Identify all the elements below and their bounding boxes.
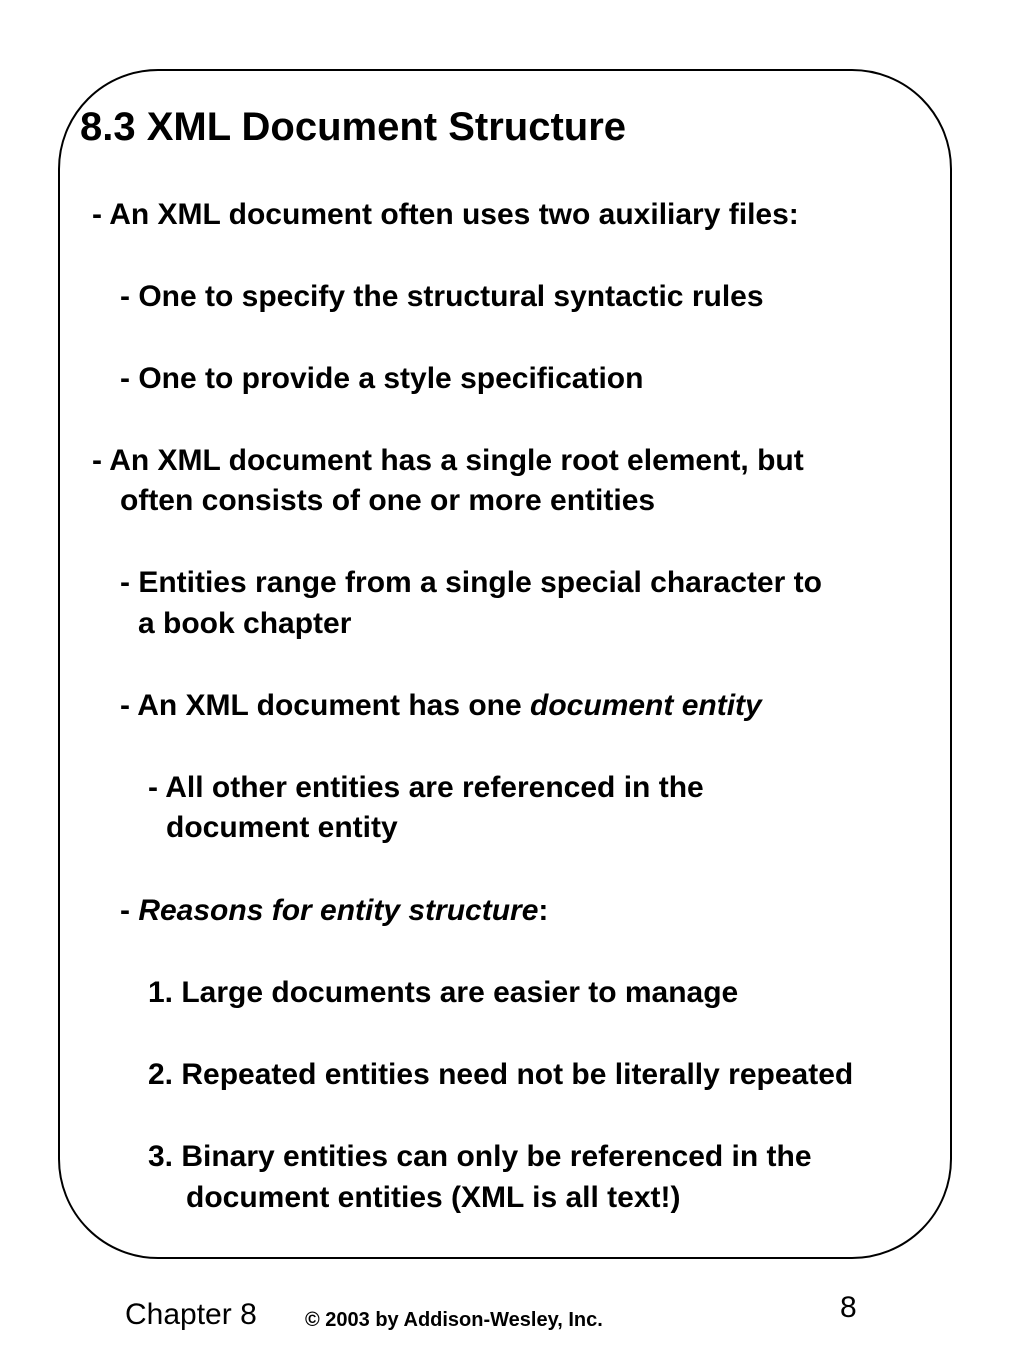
bullet-structural-rules: - One to specify the structural syntactic rules [120, 280, 764, 313]
footer-chapter: Chapter 8 [125, 1298, 257, 1331]
bullet-reasons [120, 896, 548, 926]
bullet-entities-range-cont: a book chapter [138, 607, 352, 640]
bullet-root-element-cont: often consists of one or more entities [120, 484, 656, 517]
bullet-root-element: - An XML document has a single root element, but [92, 444, 804, 477]
document-entity-term: document entity [530, 689, 762, 722]
reason-item-3-cont: document entities (XML is all text!) [186, 1181, 681, 1214]
reasons-term: Reasons for entity structure [138, 894, 539, 927]
footer-copyright: © 2003 by Addison-Wesley, Inc. [305, 1309, 603, 1331]
bullet-document-entity-text: - An XML document has one [120, 689, 531, 722]
slide-title: 8.3 XML Document Structure [80, 105, 627, 149]
bullet-other-entities: - All other entities are referenced in the [148, 771, 704, 804]
reason-item-2: 2. Repeated entities need not be literally repeated [148, 1058, 854, 1091]
bullet-reasons-dash: - [120, 894, 139, 927]
bullet-auxiliary-files: - An XML document often uses two auxiliary files: [92, 198, 799, 231]
footer-page-number: 8 [840, 1291, 857, 1324]
bullet-other-entities-cont: document entity [166, 811, 398, 844]
reason-item-3: 3. Binary entities can only be referenced in the [148, 1140, 812, 1173]
bullet-style-spec: - One to provide a style specification [120, 362, 644, 395]
bullet-reasons-colon: : [538, 894, 549, 927]
reason-item-1: 1. Large documents are easier to manage [148, 976, 739, 1009]
bullet-document-entity [120, 691, 762, 721]
bullet-entities-range: - Entities range from a single special character to [120, 566, 822, 599]
